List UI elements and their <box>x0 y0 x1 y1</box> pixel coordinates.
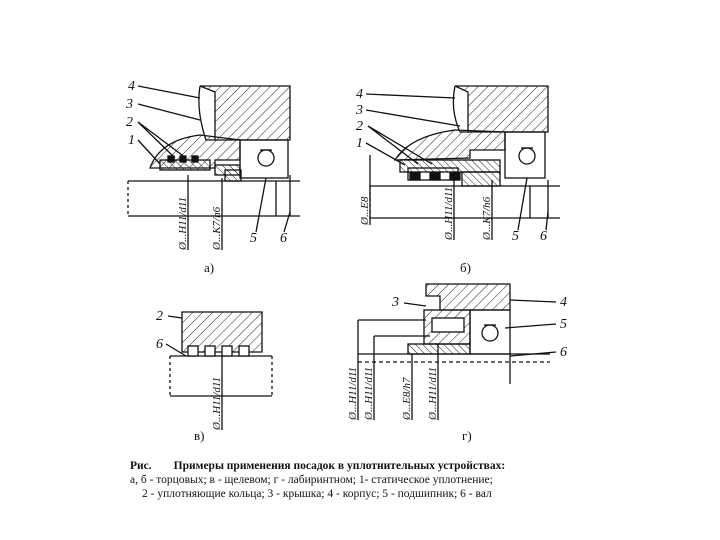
fig-g-number-4: 4 <box>560 295 567 310</box>
caption-line-3: 2 - уплотняющие кольца; 3 - крышка; 4 - корпус; 5 - подшипник; 6 - вал <box>142 488 492 500</box>
fig-b-number-6: 6 <box>540 229 547 244</box>
fig-g-number-6: 6 <box>560 345 567 360</box>
fig-a-number-6: 6 <box>280 231 287 246</box>
fig-v-sublabel: в) <box>194 428 205 443</box>
fig-a-number-3: 3 <box>126 97 133 112</box>
fig-a-sublabel: а) <box>204 260 215 275</box>
fig-g-sublabel: г) <box>462 428 472 443</box>
fig-g-fit-1: Ø...H11/d11 <box>347 366 359 420</box>
fig-v-fit-1: Ø...H11/d11 <box>211 376 223 430</box>
fig-g-fit-4: Ø...H11/d11 <box>427 366 439 420</box>
figure-b <box>366 86 560 240</box>
fig-g-number-3: 3 <box>392 295 399 310</box>
fig-b-number-4: 4 <box>356 87 363 102</box>
fig-b-sublabel: б) <box>460 260 471 275</box>
fig-b-number-5: 5 <box>512 229 519 244</box>
figure-g <box>358 284 556 420</box>
fig-b-fit-1: Ø...E8 <box>359 196 371 225</box>
fig-b-fit-2: Ø...H11/d11 <box>443 186 455 240</box>
figure-caption <box>130 459 560 501</box>
fig-a-number-1: 1 <box>128 133 135 148</box>
fig-b-number-1: 1 <box>356 136 363 151</box>
caption-line-1 <box>130 459 560 473</box>
fig-v-number-2: 2 <box>156 309 163 324</box>
fig-b-number-2: 2 <box>356 119 363 134</box>
fig-a-number-2: 2 <box>126 115 133 130</box>
fig-a-number-4: 4 <box>128 79 135 94</box>
fig-b-number-3: 3 <box>356 103 363 118</box>
fig-a-number-5: 5 <box>250 231 257 246</box>
fig-b-fit-3: Ø...K7/h6 <box>481 196 493 240</box>
fig-a-fit-2: Ø...K7/h6 <box>211 206 223 250</box>
fig-v-number-6: 6 <box>156 337 163 352</box>
fig-g-fit-3: Ø...E8/h7 <box>401 377 413 420</box>
caption-figure-word: Рис. <box>130 460 152 472</box>
fig-a-fit-1: Ø...H11/d11 <box>177 196 189 250</box>
fig-g-number-5: 5 <box>560 317 567 332</box>
fig-g-fit-2: Ø...H11/d11 <box>363 366 375 420</box>
caption-title: Примеры применения посадок в уплотнительных устройствах: <box>173 460 506 472</box>
caption-line-2: а, б - торцовых; в - щелевом; г - лабиринтном; 1- статическое уплотнение; <box>130 474 493 486</box>
